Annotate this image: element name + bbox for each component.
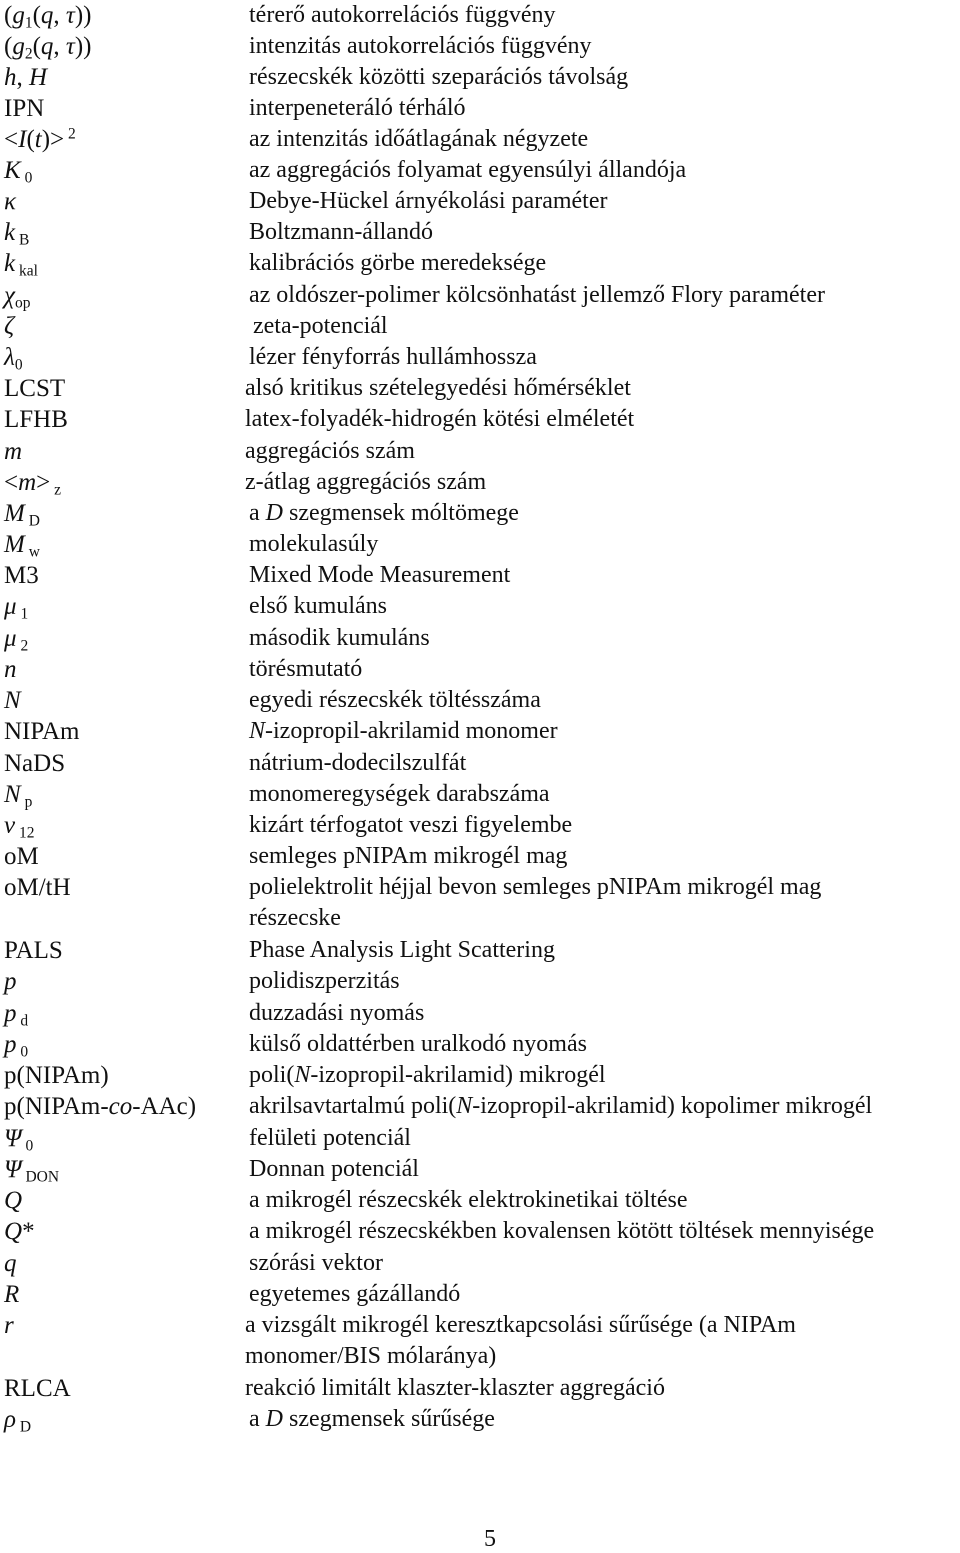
list-item <box>0 1404 960 1436</box>
list-item <box>0 404 960 436</box>
symbol: M3 <box>4 562 39 589</box>
definition: interpeneteráló térháló <box>249 95 466 121</box>
symbol: N <box>4 687 21 714</box>
definition: poli(N-izopropil-akrilamid) mikrogél <box>249 1062 606 1088</box>
definition: egyetemes gázállandó <box>249 1281 461 1307</box>
definition: polidiszperzitás <box>249 968 400 994</box>
symbol: p <box>4 968 17 995</box>
list-item <box>0 1029 960 1061</box>
symbol: M $_w$ <box>4 531 40 561</box>
definition: a mikrogél részecskékben kovalensen kötött töltések mennyisége <box>249 1218 875 1244</box>
symbol: ζ <box>4 313 15 340</box>
list-item <box>0 748 960 780</box>
symbol: NIPAm <box>4 718 80 745</box>
list-item <box>0 966 960 998</box>
definition: nátrium-dodecilszulfát <box>249 750 467 776</box>
symbol: NaDS <box>4 750 66 777</box>
definition: latex-folyadék-hidrogén kötési elméletét <box>245 406 635 432</box>
symbol: N $_p$ <box>4 781 33 811</box>
list-item <box>0 841 960 873</box>
definition: kalibrációs görbe meredeksége <box>249 250 547 276</box>
symbol: r <box>4 1312 14 1339</box>
definition: N-izopropil-akrilamid monomer <box>249 718 558 744</box>
list-item <box>0 31 960 63</box>
symbol: Ψ $_0$ <box>4 1125 34 1155</box>
symbol: <m> $_z$ <box>4 469 62 499</box>
definition: törésmutató <box>249 656 363 682</box>
symbol: R <box>4 1281 20 1308</box>
definition: felületi potenciál <box>249 1125 411 1151</box>
definition: a mikrogél részecskék elektrokinetikai töltése <box>249 1187 688 1213</box>
symbol: μ $_1$ <box>4 593 29 623</box>
list-item <box>0 1091 960 1123</box>
symbol: LFHB <box>4 406 68 433</box>
definition: duzzadási nyomás <box>249 1000 425 1026</box>
definition: akrilsavtartalmú poli(N-izopropil-akrilamid) kopolimer mikrogél <box>249 1093 873 1119</box>
symbol: PALS <box>4 937 63 964</box>
list-item <box>0 1248 960 1280</box>
symbol: ρ $_D$ <box>4 1406 32 1436</box>
list-item <box>0 0 960 32</box>
list-item <box>0 1185 960 1217</box>
definition: reakció limitált klaszter-klaszter aggregáció <box>245 1375 665 1401</box>
definition: molekulasúly <box>249 531 379 557</box>
symbol: n <box>4 656 17 683</box>
definition: zeta-potenciál <box>253 313 388 339</box>
definition: alsó kritikus szételegyedési hőmérséklet <box>245 375 631 401</box>
symbol: Q* <box>4 1218 35 1245</box>
definition: aggregációs szám <box>245 438 415 464</box>
list-item <box>0 779 960 811</box>
list-item <box>0 248 960 280</box>
symbol: Q <box>4 1187 23 1214</box>
symbol: h, H <box>4 64 48 91</box>
definition: az aggregációs folyamat egyensúlyi állandója <box>249 157 687 183</box>
symbol: p(NIPAm-co-AAc) <box>4 1093 197 1120</box>
definition: Mixed Mode Measurement <box>249 562 511 588</box>
symbol: IPN <box>4 95 45 122</box>
list-item <box>0 436 960 468</box>
definition: a D szegmensek móltömege <box>249 500 519 526</box>
list-item <box>0 810 960 842</box>
definition: monomeregységek darabszáma <box>249 781 550 807</box>
definition: térerő autokorrelációs függvény <box>249 2 556 28</box>
symbol: ($g_2(q$, τ)) <box>4 33 92 63</box>
list-item <box>0 872 960 932</box>
symbol: k $_B$ <box>4 219 30 249</box>
definition: egyedi részecskék töltésszáma <box>249 687 541 713</box>
list-item <box>0 1216 960 1248</box>
symbol: ν $_{12}$ <box>4 812 35 842</box>
symbol: K $_0$ <box>4 157 33 187</box>
symbol: p $_d$ <box>4 1000 29 1030</box>
definition: szórási vektor <box>249 1250 383 1276</box>
list-item <box>0 280 960 312</box>
symbol: ($g_1(q$, τ)) <box>4 2 92 32</box>
symbol: $\chi_{op}$ <box>4 282 31 312</box>
definition: lézer fényforrás hullámhossza <box>249 344 537 370</box>
symbol: p(NIPAm) <box>4 1062 109 1089</box>
list-item <box>0 591 960 623</box>
definition: a vizsgált mikrogél keresztkapcsolási sűrűsége (a NIPAm monomer/BIS mólaránya) <box>245 1312 796 1370</box>
list-item <box>0 1123 960 1155</box>
list-item <box>0 716 960 748</box>
symbol: RLCA <box>4 1375 71 1402</box>
definition: az oldószer-polimer kölcsönhatást jellemző Flory paraméter <box>249 282 825 308</box>
list-item <box>0 1154 960 1186</box>
list-item <box>0 623 960 655</box>
symbol: M $_D$ <box>4 500 40 530</box>
definition: második kumuláns <box>249 625 430 651</box>
list-item <box>0 311 960 343</box>
symbol: k $_{kal}$ <box>4 250 38 280</box>
symbol: m <box>4 438 23 465</box>
list-item <box>0 654 960 686</box>
list-item <box>0 62 960 94</box>
definition: a D szegmensek sűrűsége <box>249 1406 495 1432</box>
definition: részecskék közötti szeparációs távolság <box>249 64 629 90</box>
list-item <box>0 124 960 156</box>
symbol: oM/tH <box>4 874 71 901</box>
list-item <box>0 467 960 499</box>
definition: Donnan potenciál <box>249 1156 419 1182</box>
symbol: LCST <box>4 375 66 402</box>
definition: semleges pNIPAm mikrogél mag <box>249 843 568 869</box>
definition: intenzitás autokorrelációs függvény <box>249 33 592 59</box>
page-number: 5 <box>484 1526 496 1552</box>
definition: Boltzmann-állandó <box>249 219 433 245</box>
list-item <box>0 685 960 717</box>
definition: z-átlag aggregációs szám <box>245 469 487 495</box>
list-item <box>0 342 960 374</box>
symbol: q <box>4 1250 17 1277</box>
list-item <box>0 217 960 249</box>
symbol: κ <box>4 188 16 215</box>
list-item <box>0 529 960 561</box>
list-item <box>0 93 960 125</box>
list-item <box>0 935 960 967</box>
definition: az intenzitás időátlagának négyzete <box>249 126 589 152</box>
list-item <box>0 186 960 218</box>
symbol: oM <box>4 843 39 870</box>
symbol: $\lambda_0$ <box>4 344 23 374</box>
list-item <box>0 1279 960 1311</box>
symbol: <I(t)> $^2$ <box>4 125 76 153</box>
list-item <box>0 498 960 530</box>
list-item <box>0 1373 960 1405</box>
symbol: p $_0$ <box>4 1031 29 1061</box>
definition: kizárt térfogatot veszi figyelembe <box>249 812 573 838</box>
symbol: μ $_2$ <box>4 625 29 655</box>
symbol: Ψ $_{DON}$ <box>4 1156 60 1186</box>
list-item <box>0 373 960 405</box>
list-item <box>0 155 960 187</box>
definition: Phase Analysis Light Scattering <box>249 937 555 963</box>
definition: polielektrolit héjjal bevon semleges pNIPAm mikrogél mag részecske <box>249 874 822 932</box>
definition: Debye-Hückel árnyékolási paraméter <box>249 188 608 214</box>
list-item <box>0 560 960 592</box>
list-item <box>0 1310 960 1370</box>
list-item <box>0 998 960 1030</box>
definition: első kumuláns <box>249 593 387 619</box>
list-item <box>0 1060 960 1092</box>
definition: külső oldattérben uralkodó nyomás <box>249 1031 587 1057</box>
